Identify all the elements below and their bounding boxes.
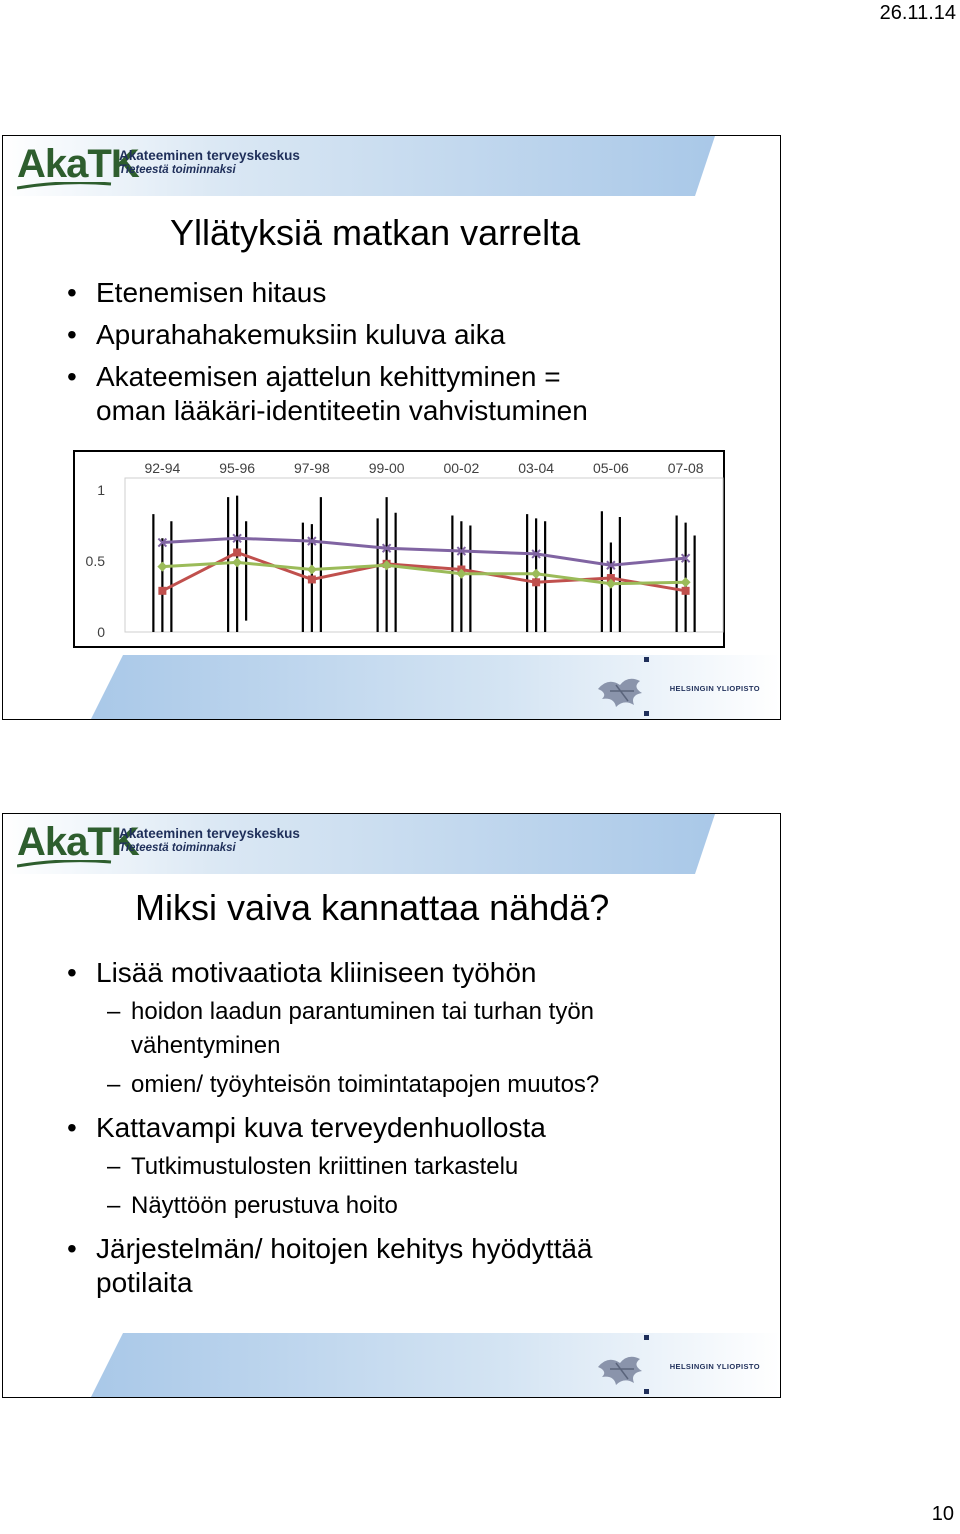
bullet-item xyxy=(3,360,588,428)
bullet-item xyxy=(3,276,588,310)
bullet-text: • Kattavampi kuva terveydenhuollosta xyxy=(96,1112,546,1143)
akatk-logo: AkaTK xyxy=(17,142,139,186)
university-name: HELSINGIN YLIOPISTO xyxy=(669,1362,760,1371)
logo-swoosh-icon xyxy=(17,860,113,868)
bullet-item xyxy=(3,956,599,990)
y-tick-label: 0.5 xyxy=(85,553,105,569)
x-tick-label: 95-96 xyxy=(219,460,256,476)
data-point xyxy=(682,587,690,595)
y-tick-label: 1 xyxy=(97,482,105,498)
data-point xyxy=(532,578,540,586)
plot-area xyxy=(125,478,723,632)
bullet-text: – Tutkimustulosten kriittinen tarkastelu xyxy=(131,1153,519,1180)
university-name: HELSINGIN YLIOPISTO xyxy=(669,684,760,693)
sub-bullet-item xyxy=(3,1189,599,1223)
slide-title: Yllätyksiä matkan varrelta xyxy=(170,212,581,253)
slide-header xyxy=(3,814,780,874)
bullet-text: • Etenemisen hitaus xyxy=(96,277,327,308)
bullet-item xyxy=(3,1111,599,1145)
data-point xyxy=(308,575,316,583)
org-tagline: Tieteestä toiminnaksi xyxy=(119,842,236,854)
bullet-text: potilaita xyxy=(96,1267,193,1298)
x-tick-label: 97-98 xyxy=(293,460,330,476)
line-chart xyxy=(73,450,725,648)
bullet-text: • Akateemisen ajattelun kehittyminen = xyxy=(96,361,561,392)
slide-2 xyxy=(2,813,781,1398)
slide-header xyxy=(3,136,780,196)
data-point xyxy=(233,548,241,556)
slide-title: Miksi vaiva kannattaa nähdä? xyxy=(135,887,610,928)
x-tick-label: 00-02 xyxy=(443,460,480,476)
sub-bullet-item xyxy=(3,1150,599,1184)
page-date: 26.11.14 xyxy=(879,2,956,24)
helsinki-university-logo-icon xyxy=(594,671,648,713)
bullet-text: • Lisää motivaatiota kliiniseen työhön xyxy=(96,957,537,988)
y-tick-label: 0 xyxy=(97,624,105,640)
bullet-list xyxy=(3,276,588,428)
slide-1 xyxy=(2,135,781,720)
x-tick-label: 05-06 xyxy=(592,460,629,476)
slide-footer xyxy=(3,655,780,719)
bullet-list xyxy=(3,956,599,1300)
akatk-logo: AkaTK xyxy=(17,820,139,864)
sub-bullet-item xyxy=(3,1068,599,1102)
bullet-text: • Järjestelmän/ hoitojen kehitys hyödyttää xyxy=(96,1233,593,1264)
org-name: Akateeminen terveyskeskus xyxy=(119,148,300,163)
org-tagline: Tieteestä toiminnaksi xyxy=(119,164,236,176)
bullet-text: oman lääkäri-identiteetin vahvistuminen xyxy=(96,395,588,426)
bullet-text: – Näyttöön perustuva hoito xyxy=(131,1192,398,1219)
logo-swoosh-icon xyxy=(17,182,113,190)
bullet-item xyxy=(3,318,588,352)
sub-bullet-item xyxy=(3,995,599,1063)
bullet-text: – hoidon laadun parantuminen tai turhan työn xyxy=(131,998,595,1025)
footer-band xyxy=(3,655,780,719)
x-tick-label: 03-04 xyxy=(518,460,555,476)
x-tick-label: 92-94 xyxy=(144,460,181,476)
bullet-text: – omien/ työyhteisön toimintatapojen muutos? xyxy=(131,1071,600,1098)
data-point xyxy=(158,587,166,595)
page-number: 10 xyxy=(931,1503,954,1525)
org-name: Akateeminen terveyskeskus xyxy=(119,826,300,841)
bullet-item xyxy=(3,1232,599,1300)
bullet-text: • Apurahahakemuksiin kuluva aika xyxy=(96,319,506,350)
bullet-text: vähentyminen xyxy=(131,1032,281,1059)
x-tick-label: 07-08 xyxy=(667,460,704,476)
footer-band xyxy=(3,1333,780,1397)
x-tick-label: 99-00 xyxy=(368,460,405,476)
slide-footer xyxy=(3,1333,780,1397)
helsinki-university-logo-icon xyxy=(594,1349,648,1391)
